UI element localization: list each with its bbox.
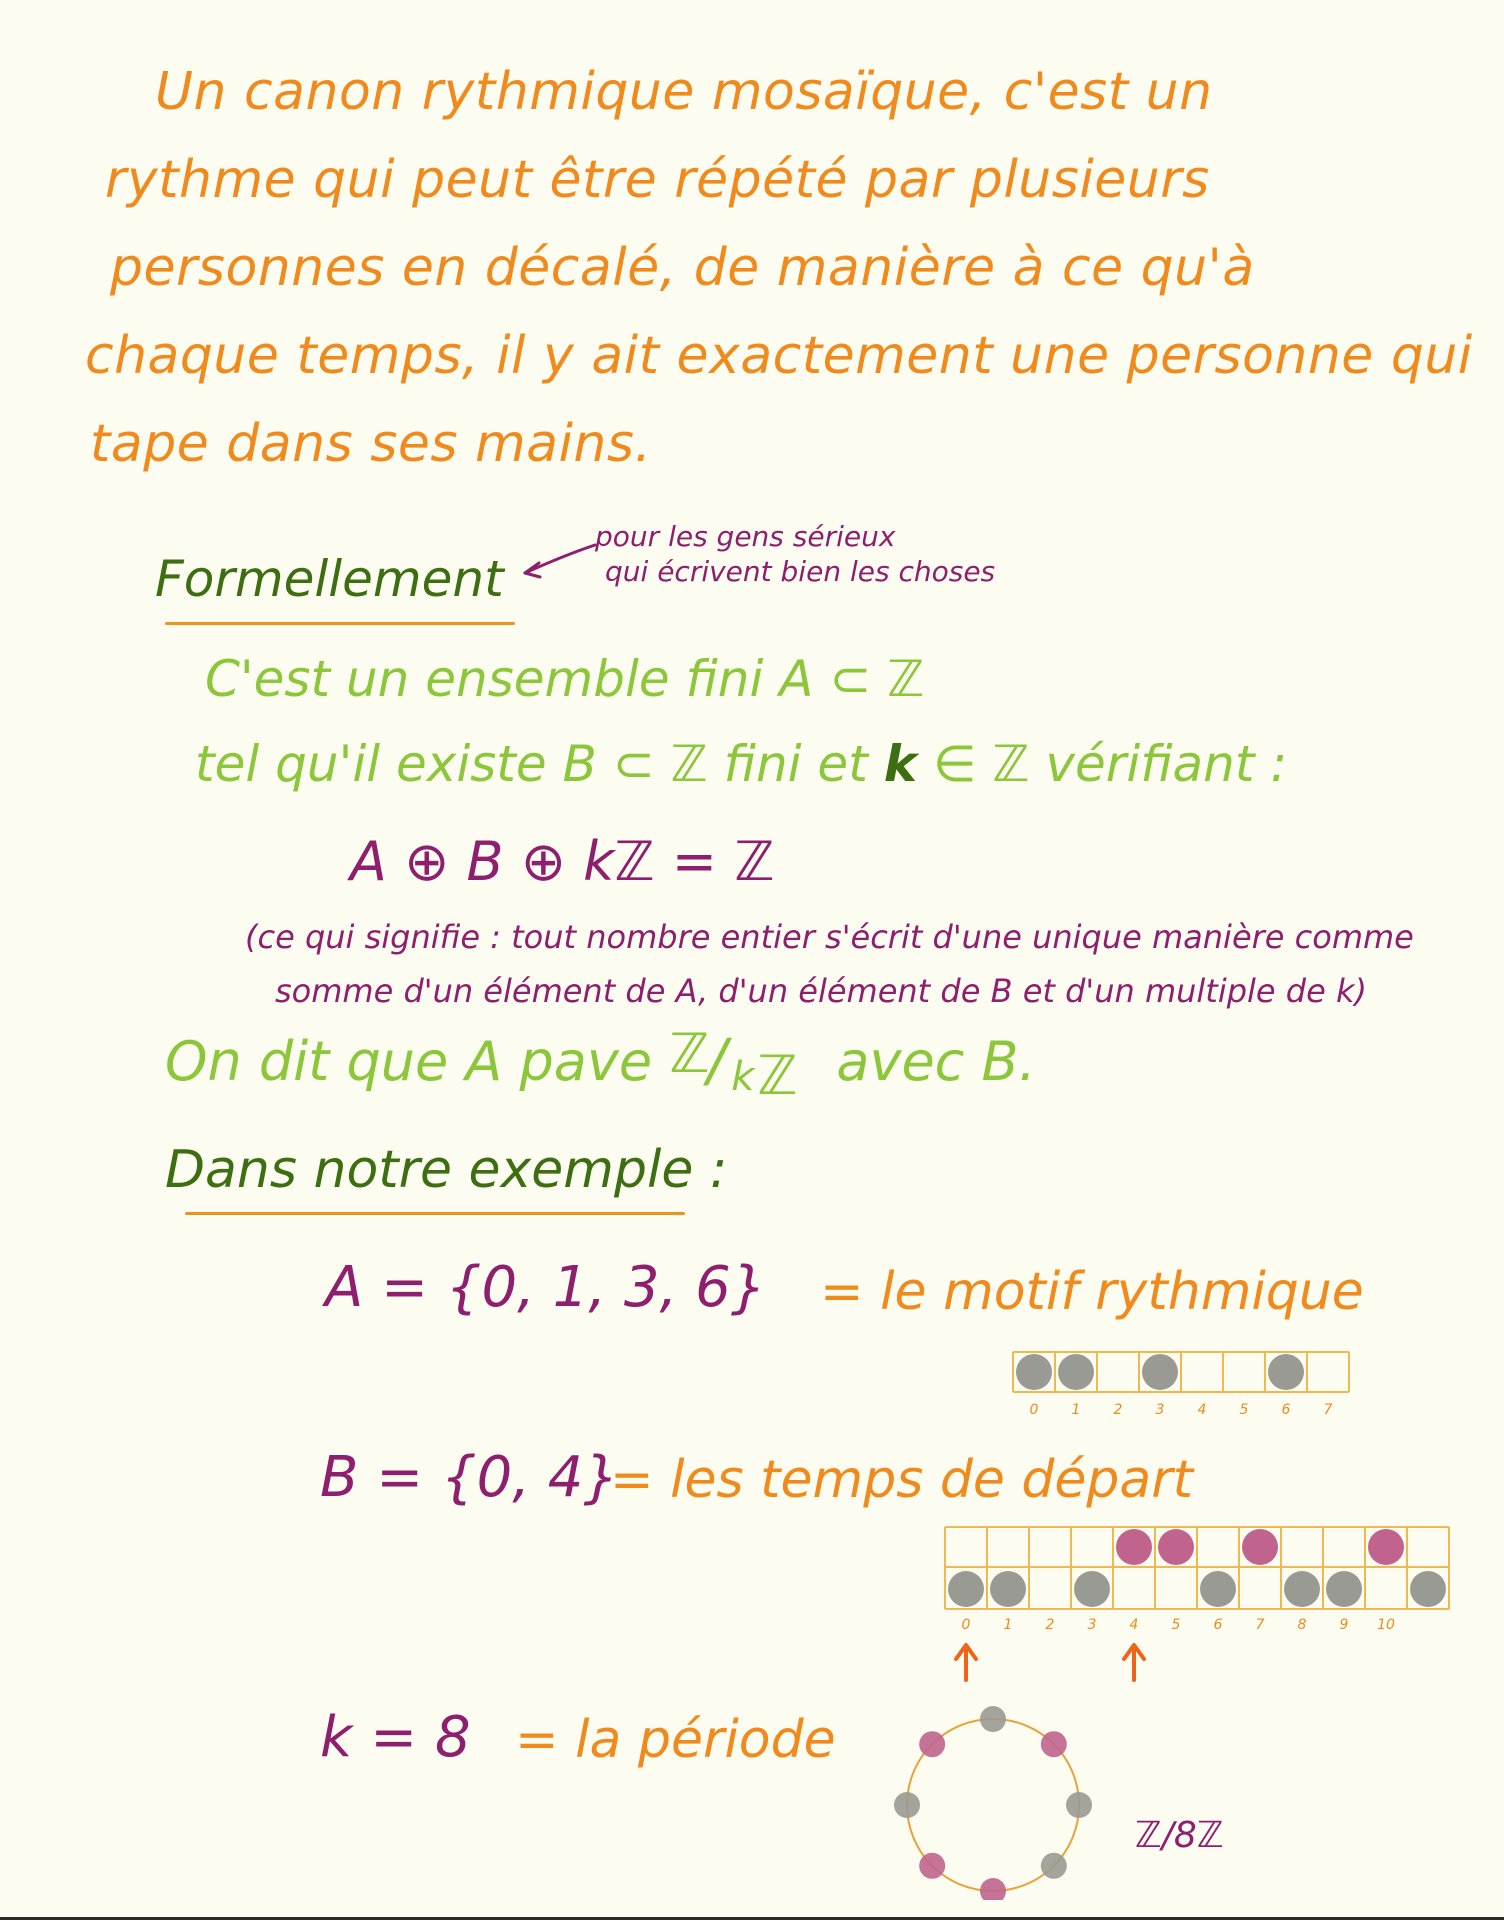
quotient-top: ℤ bbox=[669, 1022, 710, 1085]
aside-line-1: pour les gens sérieux bbox=[595, 520, 896, 553]
example-heading: Dans notre exemple : bbox=[165, 1140, 728, 1200]
intro-line-5: tape dans ses mains. bbox=[90, 414, 652, 474]
rhythm-b-top-dot bbox=[1116, 1529, 1152, 1565]
quotient-group bbox=[669, 1022, 819, 1107]
rhythm-a-tick-label: 7 bbox=[1323, 1402, 1333, 1418]
rhythm-b-bottom-dot bbox=[1074, 1571, 1110, 1607]
example-heading-underline bbox=[185, 1212, 685, 1215]
definition-k: k bbox=[883, 735, 917, 793]
definition-line-2-pre: tel qu'il existe B ⊂ ℤ fini et bbox=[195, 735, 884, 793]
definition-line-1: C'est un ensemble fini A ⊂ ℤ bbox=[205, 650, 925, 708]
conclusion bbox=[165, 1022, 1036, 1107]
rhythm-b-tick-label: 8 bbox=[1297, 1617, 1307, 1633]
rhythm-a-tick-label: 1 bbox=[1071, 1402, 1081, 1418]
rhythm-a-dot bbox=[1268, 1354, 1304, 1390]
rhythm-b-diagram bbox=[940, 1525, 1450, 1685]
definition-line-2-post: ∈ ℤ vérifiant : bbox=[916, 735, 1288, 793]
note-line-2: somme d'un élément de A, d'un élément de B et d'un multiple de k) bbox=[275, 972, 1367, 1010]
equation: A ⊕ B ⊕ kℤ = ℤ bbox=[350, 830, 775, 893]
a-formula: A = {0, 1, 3, 6} bbox=[325, 1255, 767, 1320]
rhythm-a-tick-label: 6 bbox=[1281, 1402, 1291, 1418]
intro-line-1: Un canon rythmique mosaïque, c'est un bbox=[155, 62, 1213, 122]
rhythm-b-tick-label: 6 bbox=[1213, 1617, 1223, 1633]
quotient-k: k bbox=[731, 1054, 755, 1100]
circle-label: ℤ/8ℤ bbox=[1135, 1815, 1224, 1856]
quotient-slash: / bbox=[707, 1026, 727, 1094]
circle-gray-dot bbox=[980, 1706, 1006, 1732]
quotient-bottom: ℤ bbox=[757, 1044, 798, 1107]
rhythm-a-dot bbox=[1016, 1354, 1052, 1390]
k-description: = la période bbox=[515, 1710, 836, 1770]
aside-arrow-icon bbox=[515, 535, 605, 585]
rhythm-b-bottom-dot bbox=[1200, 1571, 1236, 1607]
rhythm-b-tick-label: 1 bbox=[1003, 1617, 1013, 1633]
aside-line-2: qui écrivent bien les choses bbox=[605, 555, 996, 588]
circle-diagram bbox=[885, 1700, 1105, 1900]
rhythm-a-dot bbox=[1058, 1354, 1094, 1390]
start-arrow-icon bbox=[1124, 1645, 1144, 1680]
rhythm-b-tick-label: 10 bbox=[1377, 1617, 1395, 1633]
circle-gray-dot bbox=[894, 1792, 920, 1818]
rhythm-b-top-dot bbox=[1158, 1529, 1194, 1565]
conclusion-post: avec B. bbox=[819, 1030, 1036, 1093]
note-line-1: (ce qui signifie : tout nombre entier s'écrit d'une unique manière comme bbox=[245, 918, 1414, 956]
formal-heading: Formellement bbox=[155, 550, 504, 608]
rhythm-b-bottom-dot bbox=[1410, 1571, 1446, 1607]
b-formula: B = {0, 4} bbox=[320, 1445, 620, 1510]
rhythm-a-tick-label: 4 bbox=[1197, 1402, 1207, 1418]
rhythm-a-dot bbox=[1142, 1354, 1178, 1390]
circle-pink-dot bbox=[919, 1731, 945, 1757]
circle-pink-dot bbox=[1041, 1731, 1067, 1757]
intro-line-3: personnes en décalé, de manière à ce qu'à bbox=[110, 238, 1255, 298]
start-arrow-icon bbox=[956, 1645, 976, 1680]
formal-heading-underline bbox=[165, 622, 515, 625]
circle-pink-dot bbox=[980, 1878, 1006, 1900]
rhythm-a-tick-label: 5 bbox=[1239, 1402, 1249, 1418]
rhythm-b-tick-label: 2 bbox=[1045, 1617, 1055, 1633]
rhythm-b-bottom-dot bbox=[1284, 1571, 1320, 1607]
k-formula: k = 8 bbox=[320, 1705, 471, 1770]
intro-line-2: rythme qui peut être répété par plusieurs bbox=[105, 150, 1210, 210]
rhythm-b-tick-label: 9 bbox=[1339, 1617, 1349, 1633]
conclusion-pre: On dit que A pave bbox=[165, 1030, 670, 1093]
rhythm-a-tick-label: 3 bbox=[1155, 1402, 1165, 1418]
b-description: = les temps de départ bbox=[610, 1450, 1193, 1510]
rhythm-b-bottom-dot bbox=[1326, 1571, 1362, 1607]
rhythm-b-tick-label: 5 bbox=[1171, 1617, 1181, 1633]
circle-gray-dot bbox=[1041, 1853, 1067, 1879]
intro-line-4: chaque temps, il y ait exactement une personne qui bbox=[85, 326, 1473, 386]
rhythm-b-bottom-dot bbox=[948, 1571, 984, 1607]
rhythm-b-top-dot bbox=[1368, 1529, 1404, 1565]
rhythm-a-diagram bbox=[1005, 1348, 1390, 1423]
rhythm-b-tick-label: 0 bbox=[961, 1617, 971, 1633]
rhythm-b-bottom-dot bbox=[990, 1571, 1026, 1607]
rhythm-a-tick-label: 2 bbox=[1113, 1402, 1123, 1418]
rhythm-a-tick-label: 0 bbox=[1029, 1402, 1039, 1418]
rhythm-b-tick-label: 7 bbox=[1255, 1617, 1265, 1633]
rhythm-b-tick-label: 3 bbox=[1087, 1617, 1097, 1633]
circle-pink-dot bbox=[919, 1853, 945, 1879]
circle-gray-dot bbox=[1066, 1792, 1092, 1818]
rhythm-b-tick-label: 4 bbox=[1129, 1617, 1139, 1633]
a-description: = le motif rythmique bbox=[820, 1262, 1364, 1322]
definition-line-2 bbox=[195, 735, 1287, 793]
rhythm-b-top-dot bbox=[1242, 1529, 1278, 1565]
